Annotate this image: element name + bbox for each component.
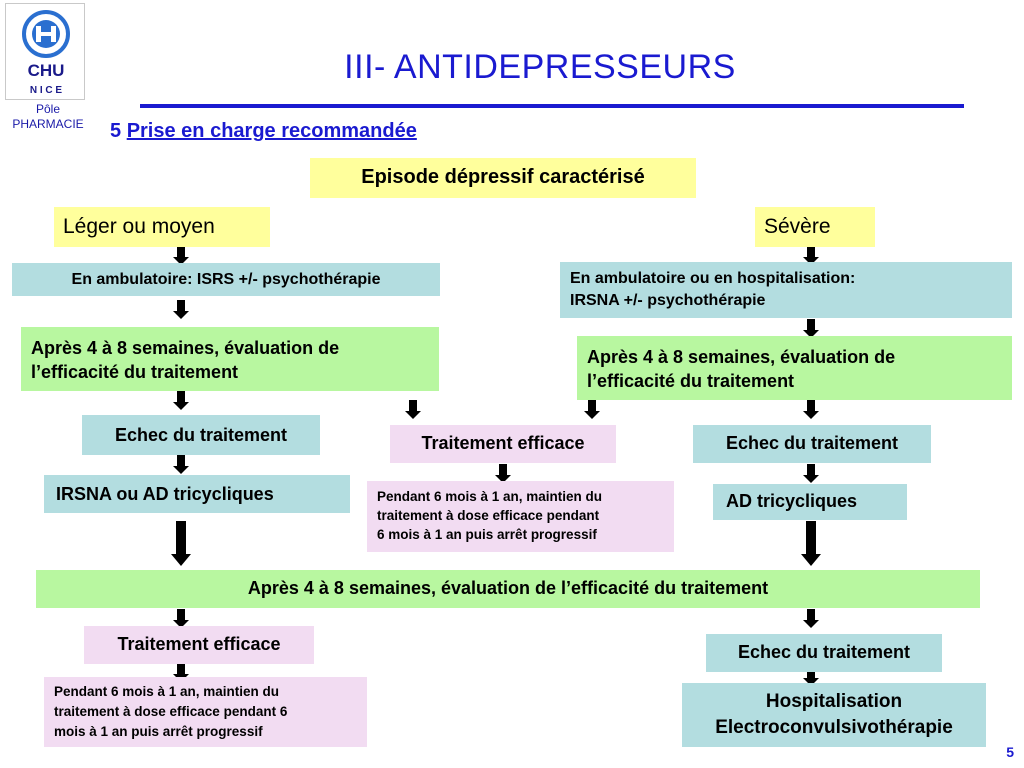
- hospital-line2: Electroconvulsivothérapie: [715, 717, 953, 738]
- evaluation-left-box: [21, 327, 439, 391]
- failure-bottom-box: Echec du traitement: [706, 634, 942, 672]
- severe-box: Sévère: [755, 207, 875, 247]
- section-title: Prise en charge recommandée: [126, 120, 417, 142]
- effective-bottom-box: Traitement efficace: [84, 626, 314, 664]
- maintenance-mid-line1: Pendant 6 mois à 1 an, maintien du: [377, 489, 603, 504]
- maintenance-bottom-box: [44, 677, 367, 747]
- maintenance-bottom-line1: Pendant 6 mois à 1 an, maintien du: [54, 684, 280, 699]
- eval-right-line2: l’efficacité du traitement: [587, 371, 795, 391]
- evaluation-wide-box: Après 4 à 8 semaines, évaluation de l’efficacité du traitement: [36, 570, 980, 608]
- maintenance-bottom-line2: traitement à dose efficace pendant 6: [54, 704, 288, 719]
- hospital-line1: Hospitalisation: [765, 691, 903, 712]
- logo-subtext: N I C E: [29, 85, 63, 96]
- maintenance-middle-box: [367, 481, 674, 552]
- failure-right-box: Echec du traitement: [693, 425, 931, 463]
- severe-treatment-line1: En ambulatoire ou en hospitalisation:: [570, 270, 856, 287]
- evaluation-right-box: [577, 336, 1012, 400]
- page-number: 5: [1006, 744, 1014, 760]
- ambulatory-hospital-snri-box: [560, 262, 1012, 318]
- maintenance-mid-line3: 6 mois à 1 an puis arrêt progressif: [377, 527, 597, 542]
- arrow-icon: [801, 521, 821, 566]
- effective-middle-box: Traitement efficace: [390, 425, 616, 463]
- section-number: 5: [110, 120, 122, 142]
- arrow-icon: [803, 609, 819, 628]
- severe-treatment-line2: IRSNA +/- psychothérapie: [570, 292, 766, 309]
- arrow-icon: [584, 400, 600, 419]
- maintenance-bottom-line3: mois à 1 an puis arrêt progressif: [54, 724, 263, 739]
- arrow-icon: [173, 300, 189, 319]
- eval-left-line1: Après 4 à 8 semaines, évaluation de: [31, 338, 340, 358]
- arrow-icon: [803, 464, 819, 483]
- arrow-icon: [171, 521, 191, 566]
- failure-left-box: Echec du traitement: [82, 415, 320, 455]
- pole-line1: Pôle: [35, 102, 61, 116]
- snri-or-tricyclic-box: IRSNA ou AD tricycliques: [44, 475, 350, 513]
- eval-left-line2: l’efficacité du traitement: [31, 362, 239, 382]
- hospitalisation-ect-box: [682, 683, 986, 747]
- arrow-icon: [405, 400, 421, 419]
- ambulatory-ssri-box: En ambulatoire: ISRS +/- psychothérapie: [12, 263, 440, 296]
- slide-title: III- ANTIDEPRESSEURS: [344, 48, 736, 86]
- maintenance-mid-line2: traitement à dose efficace pendant: [377, 508, 600, 523]
- eval-right-line1: Après 4 à 8 semaines, évaluation de: [587, 347, 896, 367]
- arrow-icon: [173, 391, 189, 410]
- arrow-icon: [803, 400, 819, 419]
- arrow-icon: [173, 455, 189, 474]
- logo-text: CHU: [27, 61, 65, 80]
- mild-moderate-box: Léger ou moyen: [54, 207, 270, 247]
- tricyclic-box: AD tricycliques: [713, 484, 907, 520]
- episode-box: Episode dépressif caractérisé: [310, 158, 696, 198]
- pole-line2: PHARMACIE: [12, 117, 84, 131]
